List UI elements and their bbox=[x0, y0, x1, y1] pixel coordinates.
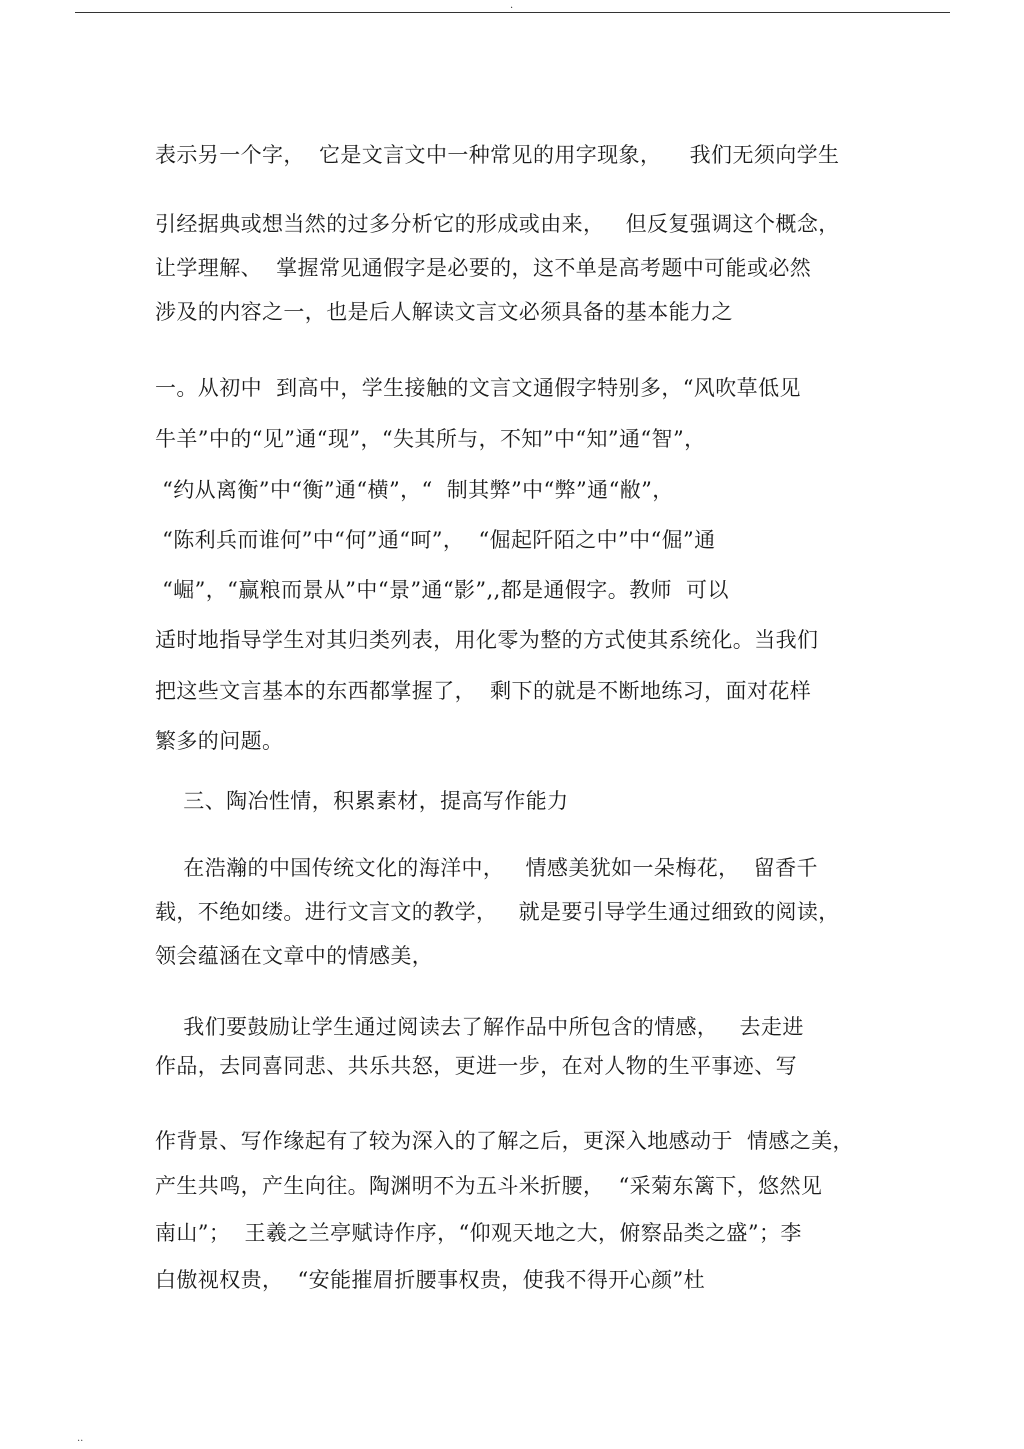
footer-mark: .. bbox=[77, 1433, 84, 1444]
paragraph-line: 引经据典或想当然的过多分析它的形成或由来， 但反复强调这个概念， bbox=[155, 212, 840, 236]
header-dot: . bbox=[510, 0, 514, 11]
paragraph-line: 载，不绝如缕。进行文言文的教学， 就是要引导学生通过细致的阅读， bbox=[155, 900, 840, 924]
paragraph-line: “崛”，“赢粮而景从”中“景”通“影”,,都是通假字。教师 可以 bbox=[155, 578, 729, 602]
paragraph-line: 白傲视权贵， “安能摧眉折腰事权贵，使我不得开心颜”杜 bbox=[155, 1268, 706, 1292]
paragraph-line: 在浩瀚的中国传统文化的海洋中， 情感美犹如一朵梅花， 留香千 bbox=[155, 856, 818, 880]
paragraph-line: 我们要鼓励让学生通过阅读去了解作品中所包含的情感， 去走进 bbox=[155, 1015, 804, 1039]
paragraph-line: 表示另一个字， 它是文言文中一种常见的用字现象， 我们无须向学生 bbox=[155, 143, 840, 167]
paragraph-line: 适时地指导学生对其归类列表，用化零为整的方式使其系统化。当我们 bbox=[155, 628, 819, 652]
paragraph-line: 繁多的问题。 bbox=[155, 729, 284, 753]
paragraph-line: 作背景、写作缘起有了较为深入的了解之后，更深入地感动于 情感之美， bbox=[155, 1129, 854, 1153]
paragraph-line: 把这些文言基本的东西都掌握了， 剩下的就是不断地练习，面对花样 bbox=[155, 679, 812, 703]
paragraph-line: “约从离衡”中“衡”通“横”，“ 制其弊”中“弊”通“敝”， bbox=[155, 478, 674, 502]
paragraph-line: 一。从初中 到高中，学生接触的文言文通假字特别多，“风吹草低见 bbox=[155, 376, 801, 400]
paragraph-line: 南山”； 王羲之兰亭赋诗作序，“仰观天地之大，俯察品类之盛”；李 bbox=[155, 1221, 802, 1245]
section-heading: 三、陶冶性情，积累素材，提高写作能力 bbox=[155, 789, 569, 813]
paragraph-line: “陈利兵而谁何”中“何”通“呵”， “倔起阡陌之中”中“倔”通 bbox=[155, 528, 716, 552]
header-rule bbox=[75, 12, 950, 13]
paragraph-line: 涉及的内容之一，也是后人解读文言文必须具备的基本能力之 bbox=[155, 300, 733, 324]
paragraph-line: 让学理解、 掌握常见通假字是必要的，这不单是高考题中可能或必然 bbox=[155, 256, 812, 280]
paragraph-line: 产生共鸣，产生向往。陶渊明不为五斗米折腰， “采菊东篱下，悠然见 bbox=[155, 1174, 823, 1198]
paragraph-line: 作品，去同喜同悲、共乐共怒，更进一步，在对人物的生平事迹、写 bbox=[155, 1054, 797, 1078]
paragraph-line: 牛羊”中的“见”通“现”，“失其所与，不知”中“知”通“智”， bbox=[155, 427, 706, 451]
paragraph-line: 领会蕴涵在文章中的情感美， bbox=[155, 944, 434, 968]
